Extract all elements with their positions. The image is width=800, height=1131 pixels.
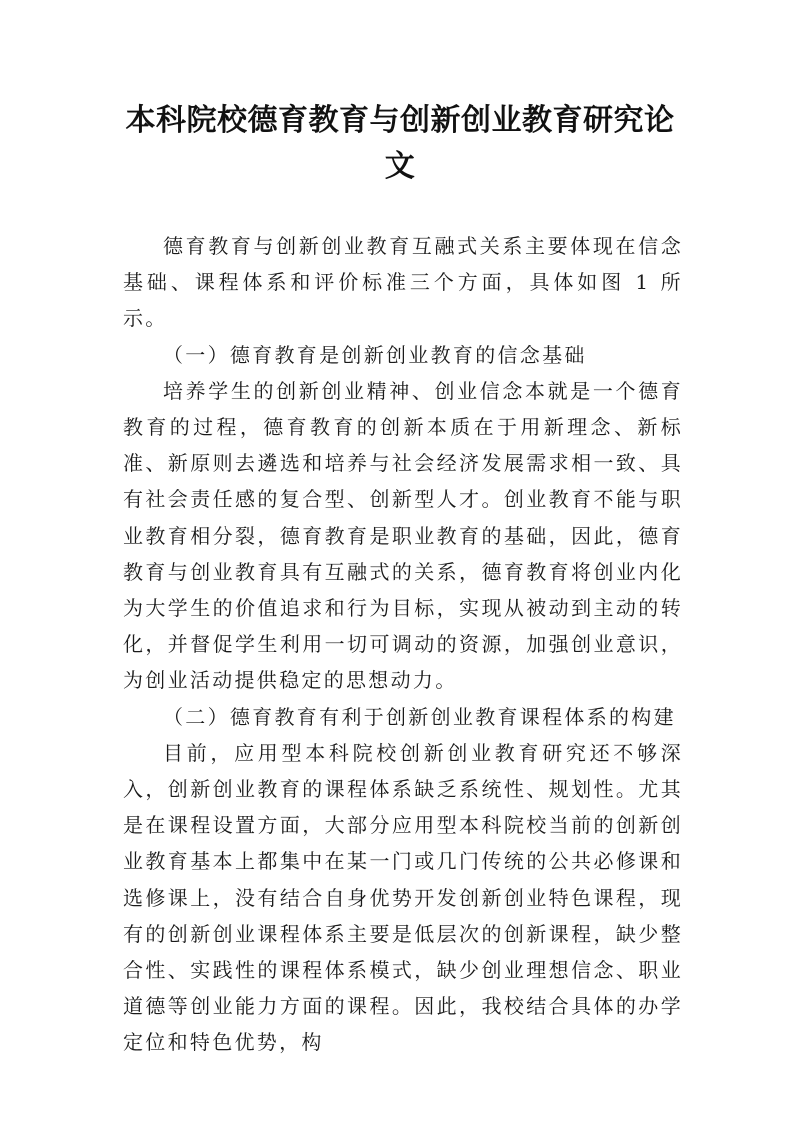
section-heading-2: （二）德育教育有利于创新创业教育课程体系的构建: [163, 704, 676, 729]
document-title: [120, 98, 680, 190]
paragraph-intro: 德育教育与创新创业教育互融式关系主要体现在信念基础、课程体系和评价标准三个方面，具体如图 1 所示。: [123, 234, 683, 331]
paragraph-section-1: 培养学生的创新创业精神、创业信念本就是一个德育教育的过程，德育教育的创新本质在于用新理念、新标准、新原则去遴选和培养与社会经济发展需求相一致、具有社会责任感的复合型、创新型人才。创业教育不能与职业教育相分裂，德育教育是职业教育的基础，因此，德育教育与创业教育具有互融式的关系，德育教育将创业内化为大学生的价值追求和行为目标，实现从被动到主动的转化，并督促学生利用一切可调动的资源，加强创业意识，为创业活动提供稳定的思想动力。: [123, 378, 683, 693]
title-line-2: 文: [384, 149, 416, 184]
title-line-1: 本科院校德育教育与创新创业教育研究论: [125, 103, 675, 138]
section-heading-1: （一）德育教育是创新创业教育的信念基础: [163, 342, 587, 367]
document-body: [123, 228, 683, 1061]
paragraph-section-2: 目前，应用型本科院校创新创业教育研究还不够深入，创新创业教育的课程体系缺乏系统性、规划性。尤其是在课程设置方面，大部分应用型本科院校当前的创新创业教育基本上都集中在某一门或几门传统的公共必修课和选修课上，没有结合自身优势开发创新创业特色课程，现有的创新创业课程体系主要是低层次的创新课程，缺少整合性、实践性的课程体系模式，缺少创业理想信念、职业道德等创业能力方面的课程。因此，我校结合具体的办学定位和特色优势，构: [123, 740, 683, 1055]
